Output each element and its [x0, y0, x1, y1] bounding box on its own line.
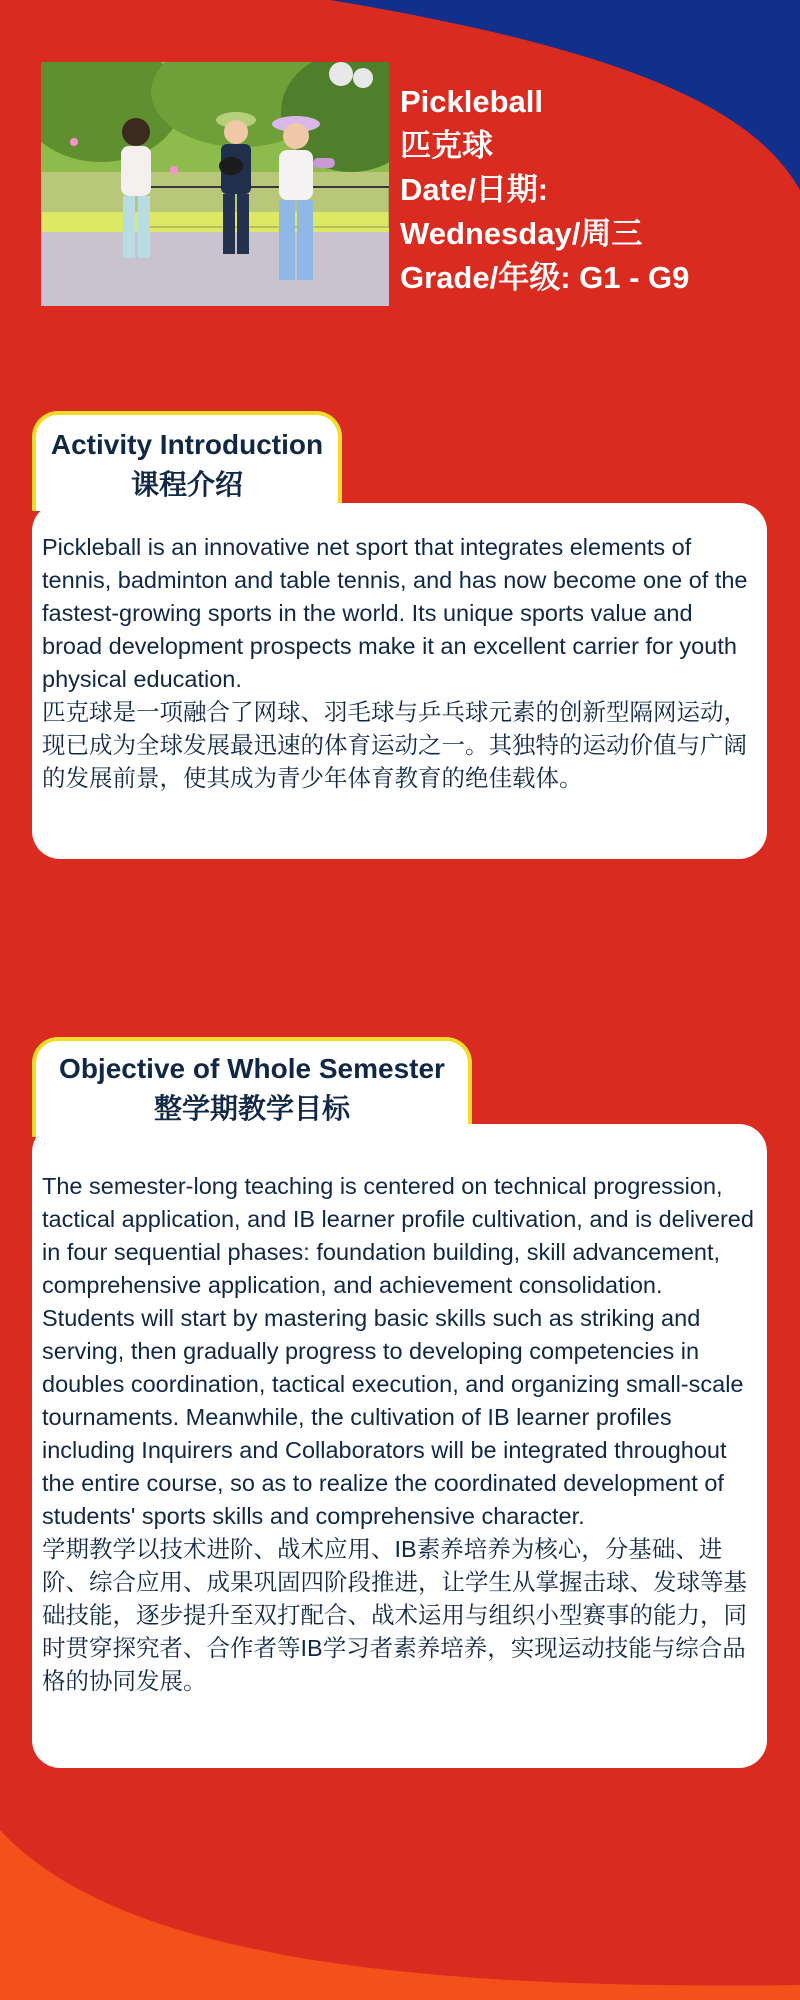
intro-body-en: Pickleball is an innovative net sport that integrates elements of tennis, badminton and table tennis, and has now become one of the fastest-growing sports in the world. Its unique sports value and broad development prospects make it an excellent carrier for youth physical education.: [42, 534, 748, 692]
intro-heading-zh: 课程介绍: [130, 469, 243, 500]
objective-body-en: The semester-long teaching is centered on technical progression, tactical application, and IB learner profile cultivation, and is delivered in four sequential phases: foundation building, skill advancement, comprehensive application, and achievement consolidation. Students will start by mastering basic skills such as striking and serving, then gradually progress to developing competencies in doubles coordination, tactical execution, and organizing small-scale tournaments. Meanwhile, the cultivation of IB learner profiles including Inquirers and Collaborators will be integrated throughout the entire course, so as to realize the coordinated development of students' sports skills and comprehensive character.: [42, 1173, 754, 1529]
grade-label: Grade/年级: G1 - G9: [400, 260, 690, 295]
header-info: [400, 80, 780, 300]
objective-heading-zh: 整学期教学目标: [153, 1093, 350, 1124]
intro-card: [32, 503, 767, 859]
title-en: Pickleball: [400, 84, 544, 119]
intro-heading-en: Activity Introduction: [50, 429, 324, 460]
orange-bottom-wave: [0, 1830, 800, 2000]
date-label: Date/日期:: [400, 172, 549, 207]
intro-heading-tab: [32, 411, 342, 511]
objective-card: [32, 1124, 767, 1768]
title-zh: 匹克球: [400, 128, 493, 163]
objective-heading-tab: [32, 1037, 472, 1137]
date-value: Wednesday/周三: [400, 216, 643, 251]
objective-heading-en: Objective of Whole Semester: [59, 1053, 445, 1084]
pickleball-kids-photo: [41, 62, 389, 306]
intro-body-zh: 匹克球是一项融合了网球、羽毛球与乒乓球元素的创新型隔网运动，现已成为全球发展最迅速的体育运动之一。其独特的运动价值与广阔的发展前景，使其成为青少年体育教育的绝佳载体。: [42, 699, 747, 791]
objective-body-zh: 学期教学以技术进阶、战术应用、IB素养培养为核心，分基础、进阶、综合应用、成果巩固四阶段推进，让学生从掌握击球、发球等基础技能，逐步提升至双打配合、战术运用与组织小型赛事的能力，同时贯穿探究者、合作者等IB学习者素养培养，实现运动技能与综合品格的协同发展。: [42, 1536, 747, 1694]
